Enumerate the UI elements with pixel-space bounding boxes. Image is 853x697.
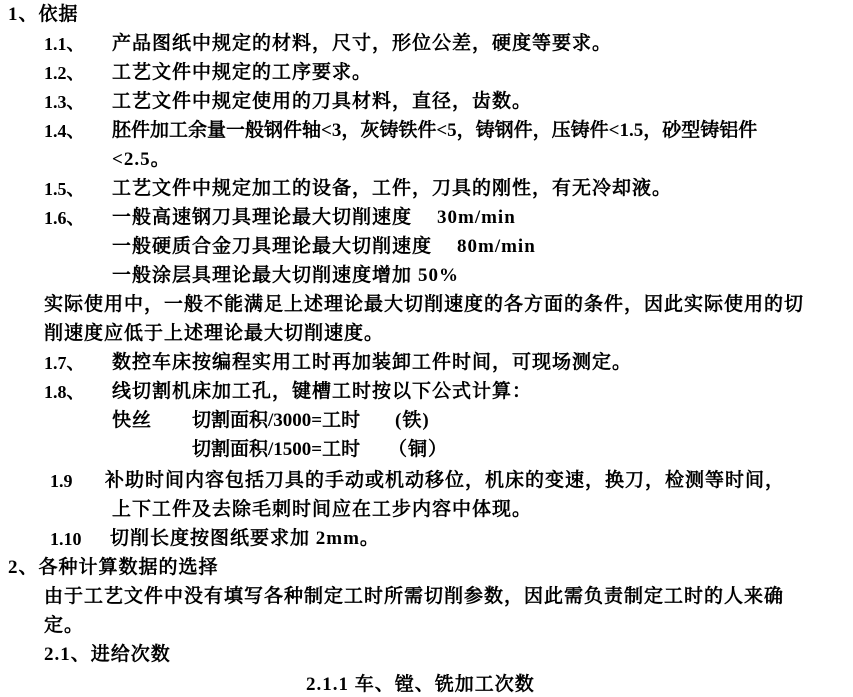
section-2-heading: 2、各种计算数据的选择 bbox=[8, 557, 219, 578]
speed-label: 一般硬质合金刀具理论最大切削速度 bbox=[112, 236, 433, 257]
item-number: 1.10 bbox=[50, 529, 82, 549]
speed-label: 一般高速钢刀具理论最大切削速度 bbox=[112, 207, 413, 228]
speed-value: 80m/min bbox=[457, 236, 536, 257]
item-text: 工艺文件中规定的工序要求。 bbox=[112, 62, 373, 83]
item-number: 1.1、 bbox=[44, 34, 85, 54]
note-line: 实际使用中，一般不能满足上述理论最大切削速度的各方面的条件，因此实际使用的切 bbox=[44, 294, 805, 315]
item-text: 胚件加工余量一般钢件轴<3，灰铸铁件<5，铸钢件，压铸件<1.5，砂型铸铝件 bbox=[112, 120, 758, 141]
method-label: 快丝 bbox=[112, 410, 153, 431]
sub-subsection-heading: 2.1.1 车、镗、铣加工次数 bbox=[306, 674, 535, 695]
section-1-heading: 1、依据 bbox=[8, 4, 79, 25]
item-number: 1.3、 bbox=[44, 92, 85, 112]
item-text: 数控车床按编程实用工时再加装卸工件时间，可现场测定。 bbox=[112, 352, 633, 373]
item-number: 1.8、 bbox=[44, 382, 85, 402]
speed-value: 30m/min bbox=[437, 207, 516, 228]
formula: 切割面积/1500=工时 bbox=[192, 439, 361, 460]
item-text: 工艺文件中规定加工的设备，工件，刀具的刚性，有无冷却液。 bbox=[112, 178, 673, 199]
item-text-continued: <2.5。 bbox=[112, 149, 171, 170]
item-number: 1.7、 bbox=[44, 353, 85, 373]
speed-value: 50% bbox=[418, 265, 459, 286]
formula: 切割面积/3000=工时 bbox=[192, 410, 361, 431]
item-text-continued: 上下工件及去除毛刺时间应在工步内容中体现。 bbox=[112, 499, 533, 520]
paragraph-line: 定。 bbox=[44, 615, 85, 636]
paragraph-line: 由于工艺文件中没有填写各种制定工时所需切削参数，因此需负责制定工时的人来确 bbox=[44, 586, 785, 607]
item-text: 切削长度按图纸要求加 2mm。 bbox=[110, 528, 380, 549]
item-text: 产品图纸中规定的材料，尺寸，形位公差，硬度等要求。 bbox=[112, 33, 613, 54]
formula-material: （铜） bbox=[388, 439, 449, 460]
item-number: 1.9 bbox=[50, 471, 73, 491]
item-number: 1.4、 bbox=[44, 121, 85, 141]
item-text: 补助时间内容包括刀具的手动或机动移位，机床的变速，换刀，检测等时间， bbox=[105, 470, 786, 491]
speed-label: 一般涂层具理论最大切削速度增加 bbox=[112, 265, 413, 286]
item-text: 线切割机床加工孔，键槽工时按以下公式计算： bbox=[112, 381, 533, 402]
item-number: 1.5、 bbox=[44, 179, 85, 199]
subsection-heading: 2.1、进给次数 bbox=[44, 644, 171, 665]
item-number: 1.2、 bbox=[44, 63, 85, 83]
item-text: 工艺文件中规定使用的刀具材料，直径，齿数。 bbox=[112, 91, 533, 112]
formula-material: (铁) bbox=[395, 410, 430, 431]
note-line: 削速度应低于上述理论最大切削速度。 bbox=[44, 323, 385, 344]
item-number: 1.6、 bbox=[44, 208, 85, 228]
